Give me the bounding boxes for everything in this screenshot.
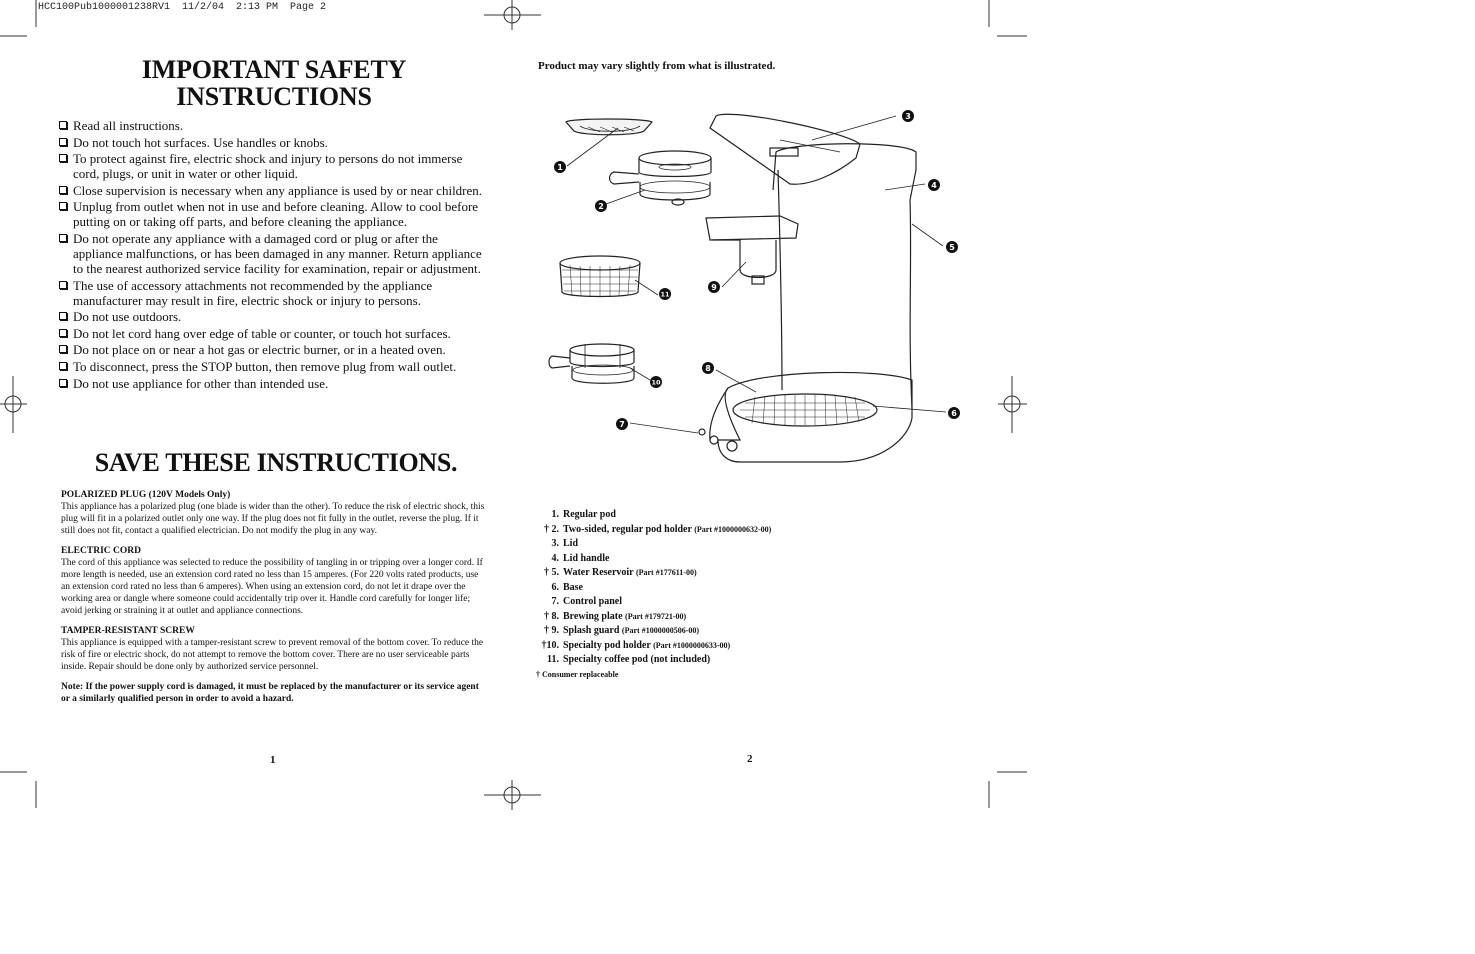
regular-pod-illustration: [566, 119, 652, 135]
svg-text:4: 4: [931, 181, 937, 190]
tamper-screw-note: [61, 625, 485, 673]
checkbox-icon: [59, 362, 67, 370]
illustration-caption: Product may vary slightly from what is illustrated.: [538, 60, 776, 72]
checkbox-icon: [59, 312, 67, 320]
callout-5: [946, 241, 958, 253]
polarized-plug-note: [61, 489, 485, 537]
registration-mark-bottom: [484, 780, 541, 810]
checkbox-icon: [59, 138, 67, 146]
svg-text:10: 10: [651, 378, 661, 387]
safety-item: Unplug from outlet when not in use and before cleaning. Allow to cool before putting on or taking off parts, and before cleaning the appliance.: [58, 199, 490, 229]
safety-list: [58, 118, 490, 391]
part-row: † 5. Water Reservoir (Part #177611-00): [544, 567, 697, 578]
safety-section: [58, 56, 490, 392]
specialty-pod-illustration: [560, 256, 640, 297]
checkbox-icon: [59, 281, 67, 289]
part-row: 1. Regular pod: [551, 509, 616, 520]
callout-8: [702, 362, 714, 374]
callout-leader-lines: [567, 116, 946, 433]
parts-list: [536, 508, 856, 681]
safety-item: Do not use outdoors.: [58, 309, 490, 324]
checkbox-icon: [59, 379, 67, 387]
safety-item: Read all instructions.: [58, 118, 490, 133]
page-number-left: 1: [270, 754, 276, 766]
safety-item: To protect against fire, electric shock and injury to persons do not immerse cord, plugs, or unit in water or other liquid.: [58, 151, 490, 181]
registration-mark-left: [0, 376, 27, 433]
svg-text:9: 9: [711, 283, 717, 292]
electric-cord-note: [61, 545, 485, 617]
svg-text:8: 8: [705, 364, 711, 373]
part-row: 3. Lid: [551, 538, 579, 549]
safety-title-line1: IMPORTANT SAFETY: [141, 55, 407, 84]
checkbox-icon: [59, 154, 67, 162]
safety-item: Do not let cord hang over edge of table or counter, or touch hot surfaces.: [58, 326, 490, 341]
printer-slug: HCC100Pub1000001238RV1 11/2/04 2:13 PM Page 2: [38, 2, 327, 13]
part-row: † 9. Splash guard (Part #1000000506-00): [544, 625, 700, 636]
callout-11: [659, 288, 671, 300]
safety-item: Do not place on or near a hot gas or electric burner, or in a heated oven.: [58, 342, 490, 357]
checkbox-icon: [59, 234, 67, 242]
checkbox-icon: [59, 345, 67, 353]
part-row: † 2. Two-sided, regular pod holder (Part #1000000632-00): [544, 523, 772, 535]
svg-text:2: 2: [598, 202, 604, 211]
safety-item: Do not use appliance for other than intended use.: [58, 376, 490, 391]
safety-item: Close supervision is necessary when any appliance is used by or near children.: [58, 183, 490, 198]
callout-10: [650, 376, 662, 388]
safety-title-line2: INSTRUCTIONS: [176, 82, 372, 111]
part-row: 11. Specialty coffee pod (not included): [547, 654, 711, 665]
svg-text:1: 1: [557, 163, 563, 172]
safety-item: To disconnect, press the STOP button, then remove plug from wall outlet.: [58, 359, 490, 374]
callout-1: [554, 161, 566, 173]
svg-text:7: 7: [619, 420, 625, 429]
callout-7: [616, 418, 628, 430]
callout-4: [928, 179, 940, 191]
callout-6: [948, 407, 960, 419]
checkbox-icon: [59, 186, 67, 194]
note-heading: POLARIZED PLUG (120V Models Only): [61, 490, 231, 500]
registration-mark-right: [998, 376, 1027, 433]
safety-item: Do not touch hot surfaces. Use handles or knobs.: [58, 135, 490, 150]
callout-9: [708, 281, 720, 293]
part-row: † 8. Brewing plate (Part #179721-00): [544, 610, 687, 622]
note-heading: ELECTRIC CORD: [61, 546, 141, 556]
checkbox-icon: [59, 202, 67, 210]
checkbox-icon: [59, 121, 67, 129]
registration-mark-top: [484, 0, 541, 30]
callout-2: [595, 200, 607, 212]
safety-title: [58, 56, 490, 110]
safety-item: The use of accessory attachments not recommended by the appliance manufacturer may result in fire, electric shock or injury to persons.: [58, 278, 490, 308]
part-row: †10. Specialty pod holder (Part #1000000633-00): [541, 639, 731, 651]
note-body: The cord of this appliance was selected to reduce the possibility of tangling in or tripping over a longer cord. If more length is needed, use an extension cord rated no less than 15 amperes. (For 220 volts rated products, use an extension cord rated no less than 6 amperes). When using an extension cord, do not let it drape over the working area or dangle where someone could accidentally trip over it. Handle cord carefully for longer life; avoid jerking or straining it at outlet and appliance connections.: [61, 558, 483, 616]
svg-text:11: 11: [660, 290, 670, 299]
part-row: 7. Control panel: [551, 596, 622, 607]
note-body: This appliance has a polarized plug (one blade is wider than the other). To reduce the risk of electric shock, this plug will fit in a polarized outlet only one way. If the plug does not fit fully in the outlet, reverse the plug. If it still does not fit, contact a qualified electrician. Do not modify the plug in any way.: [61, 502, 485, 536]
checkbox-icon: [59, 329, 67, 337]
power-cord-note: Note: If the power supply cord is damaged, it must be replaced by the manufacturer or its service agent or a similarly qualified person in order to avoid a hazard.: [61, 682, 479, 704]
callout-3: [902, 110, 914, 122]
part-row: 4. Lid handle: [551, 552, 610, 564]
safety-item: Do not operate any appliance with a damaged cord or plug or after the appliance malfunctions, or has been damaged in any manner. Return appliance to the nearest authorized service facility for examination, repair or adjustment.: [58, 231, 490, 276]
svg-text:3: 3: [905, 112, 911, 121]
coffee-maker-body: [699, 114, 916, 462]
note-heading: TAMPER-RESISTANT SCREW: [61, 626, 195, 636]
svg-text:6: 6: [951, 409, 957, 418]
specialty-pod-holder-illustration: [549, 344, 634, 383]
note-body: This appliance is equipped with a tamper-resistant screw to prevent removal of the bottom cover. To reduce the risk of fire or electric shock, do not attempt to remove the bottom cover. There are no user serviceable parts inside. Repair should be done only by authorized service personnel.: [61, 638, 484, 672]
consumer-replaceable-footnote: † Consumer replaceable: [536, 669, 619, 679]
svg-text:5: 5: [949, 243, 955, 252]
notes-section: [61, 489, 485, 705]
part-row: 6. Base: [551, 581, 583, 593]
coffee-maker-diagram: [540, 100, 980, 470]
page-number-right: 2: [747, 753, 753, 765]
save-instructions-heading: SAVE THESE INSTRUCTIONS.: [94, 448, 458, 477]
